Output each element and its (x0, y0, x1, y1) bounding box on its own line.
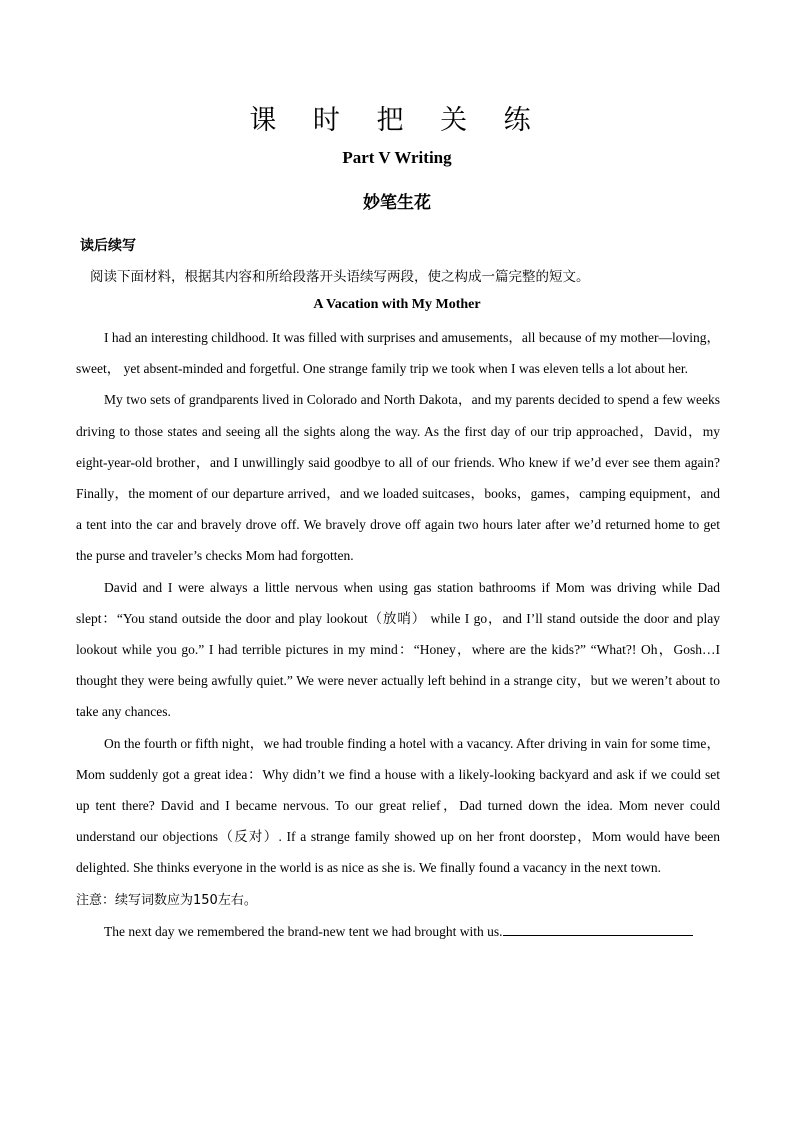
paragraph: On the fourth or fifth night，we had trouble finding a hotel with a vacancy. After driving in vain for some time，Mom suddenly got a great idea：Why didn’t we find a house with a likely-looking backyard and ask if we could set up tent there? David and I became nervous. To our great relief，Dad turned down the idea. Mom never could understand our objections（反对）. If a strange family showed up on her front doorstep，Mom would have been delighted. She thinks everyone in the world is as nice as she is. We finally found a vacancy in the next town. (76, 735, 720, 876)
word-count-note (76, 884, 720, 916)
paragraph: I had an interesting childhood. It was filled with surprises and amusements，all because of my mother—loving，sweet， yet absent-minded and forgetful. One strange family trip we took when I was eleven tells a lot about her. (76, 330, 720, 377)
answer-blank[interactable] (503, 921, 693, 936)
section-subtitle: 妙笔生花 (363, 193, 431, 213)
paragraph: My two sets of grandparents lived in Colorado and North Dakota，and my parents decided to spend a few weeks driving to those states and seeing all the sights along the way. As the first day of our trip approached，David，my eight-year-old brother，and I unwillingly said goodbye to all of our friends. Who knew if we’d ever see them again? Finally，the moment of our departure arrived，and we loaded suitcases，books，games，camping equipment，and a tent into the car and bravely drove off. We bravely drove off again two hours later after we’d returned home to get the purse and traveler’s checks Mom had forgotten. (76, 392, 720, 564)
continuation-start-text: The next day we remembered the brand-new tent we had brought with us. (104, 923, 503, 939)
continuation-prompt (76, 916, 720, 947)
note-text: 注意：续写词数应为150左右。 (76, 892, 257, 908)
passage-title: A Vacation with My Mother (313, 297, 481, 312)
part-heading: Part V Writing (342, 148, 452, 167)
passage-body (76, 322, 720, 947)
task-instruction: 阅读下面材料，根据其内容和所给段落开头语续写两段，使之构成一篇完整的短文。 (90, 269, 590, 285)
paragraph: David and I were always a little nervous when using gas station bathrooms if Mom was driving while Dad slept：“You stand outside the door and play lookout（放哨） while I go，and I’ll stand outside the door and play lookout while you go.” I had terrible pictures in my mind：“Honey，where are the kids?” “What?! Oh，Gosh…I thought they were being awfully quiet.” We were never actually left behind in a strange city，but we weren’t about to take any chances. (76, 579, 720, 720)
task-label: 读后续写 (80, 238, 136, 254)
page-title: 课 时 把 关 练 (249, 105, 545, 136)
